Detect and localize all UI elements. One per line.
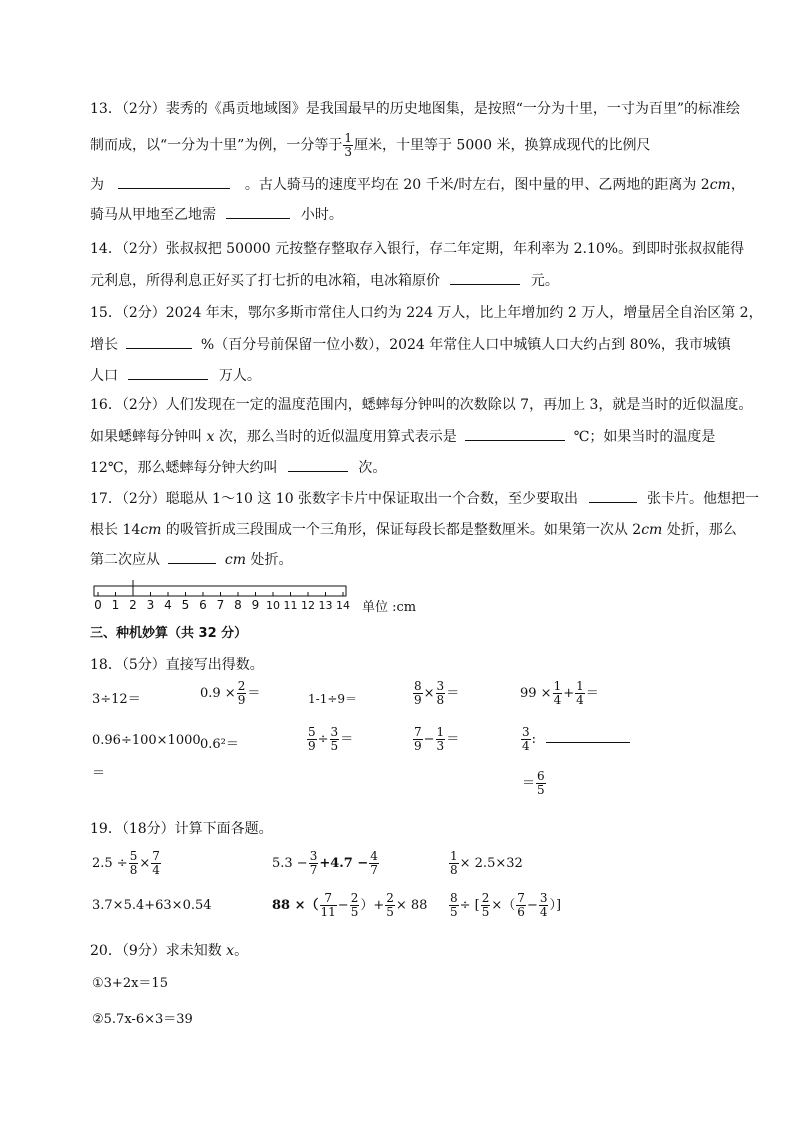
answer-blank[interactable] — [546, 728, 630, 743]
q16-line3: 12℃，那么蟋蟀每分钟大约叫 次。 — [90, 457, 386, 477]
fraction: $\frac{1}{3}$ — [344, 131, 352, 159]
answer-blank[interactable] — [226, 204, 290, 219]
answer-blank[interactable] — [450, 270, 520, 285]
ruler-tick-label: 2 — [129, 598, 137, 612]
q20-title: 20．（9分）求未知数 x。 — [90, 943, 249, 959]
answer-blank[interactable] — [589, 488, 637, 503]
ruler-tick-label: 1 — [111, 598, 120, 612]
q15-line3: 人口 万人。 — [90, 365, 261, 385]
q14-line1: 14．（2分）张叔叔把 50000 元按整存整取存入银行，存二年定期，年利率为 2.10%。到即时张叔叔能得 — [90, 241, 745, 257]
q13-line3: 为 。古人骑马的速度平均在 20 千米/时左右，图中量的甲、乙两地的距离为 2cm， — [90, 174, 745, 194]
answer-blank[interactable] — [168, 549, 216, 564]
q18-r2c3: $\frac{5}{9}$ ÷ $\frac{3}{5}$ ＝ — [308, 725, 354, 753]
q17-line3: 第二次应从 cm 处折。 — [90, 549, 292, 569]
ruler-tick-label: 8 — [234, 598, 242, 612]
answer-blank[interactable] — [465, 426, 565, 441]
answer-blank[interactable] — [288, 457, 348, 472]
ruler-tick-label: 7 — [216, 598, 225, 612]
ruler-tick-label: 11 — [283, 599, 298, 612]
q18-r2c1-eq: ＝ — [92, 766, 106, 781]
q19-e1: 2.5 ÷ $\frac{5}{8}$ × $\frac{7}{4}$ — [92, 849, 160, 877]
q13-line4: 骑马从甲地至乙地需 小时。 — [90, 204, 343, 224]
q18-r1c4: $\frac{8}{9}$ × $\frac{3}{8}$ ＝ — [414, 679, 460, 707]
q19-e5: 88 ×（ $\frac{7}{11}$ − $\frac{2}{5}$ ）+ $\frac{2}{5}$ × 88 — [272, 891, 428, 919]
ruler-tick-label: 6 — [199, 598, 207, 612]
q18-r2c5: $\frac{3}{4}$ : — [520, 726, 630, 753]
ruler-tick-label: 13 — [318, 599, 333, 612]
ruler-tick-label: 12 — [301, 599, 315, 612]
q13-line1: 13．（2分）裴秀的《禹贡地域图》是我国最早的历史地图集，是按照“一分为十里，一寸为百里”的标准绘 — [90, 101, 741, 117]
ruler-tick-label: 4 — [164, 598, 172, 612]
q16-line1: 16．（2分）人们发现在一定的温度范围内，蟋蟀每分钟叫的次数除以 7，再加上 3，就是当时的近似温度。 — [90, 397, 753, 413]
q20-item1: ①3+2x＝15 — [92, 976, 168, 991]
q19-e6: $\frac{8}{5}$ ÷ [ $\frac{2}{5}$ ×（ $\frac{7}{6}$ − $\frac{3}{4}$ ）] — [450, 891, 562, 919]
q18-r2c5-answer: ＝ $\frac{6}{5}$ — [522, 769, 545, 797]
q17-line2: 根长 14cm 的吸管折成三段围成一个三角形，保证每段长都是整数厘米。如果第一次从 2cm 处折，那么 — [90, 522, 737, 538]
q15-line2: 增长 %（百分号前保留一位小数），2024 年常住人口中城镇人口大约占到 80%，我市城镇 — [90, 334, 731, 354]
q19-e3: $\frac{1}{8}$ × 2.5×32 — [450, 849, 523, 877]
q18-r1c5: 99 × $\frac{1}{4}$ + $\frac{1}{4}$ ＝ — [520, 679, 599, 707]
q20-item2: ②5.7x-6×3＝39 — [92, 1012, 193, 1027]
ruler-tick-label: 14 — [336, 599, 350, 612]
q19-title: 19．（18分）计算下面各题。 — [90, 821, 273, 837]
ruler-tick-label: 3 — [146, 598, 155, 612]
q19-e4: 3.7×5.4+63×0.54 — [92, 898, 212, 913]
section-title: 三、种机妙算（共 32 分） — [90, 626, 248, 641]
q14-line2: 元利息，所得利息正好买了打七折的电冰箱，电冰箱原价 元。 — [90, 270, 559, 290]
q17-line1: 17．（2分）聪聪从 1～10 这 10 张数字卡片中保证取出一个合数，至少要取出 张卡片。他想把一 — [90, 488, 759, 508]
answer-blank[interactable] — [118, 174, 230, 189]
ruler-tick-label: 5 — [181, 598, 190, 612]
ruler-unit-label: 单位 :cm — [362, 600, 417, 615]
ruler-tick-label: 0 — [94, 598, 102, 612]
answer-blank[interactable] — [126, 334, 192, 349]
answer-blank[interactable] — [128, 365, 208, 380]
q19-e2: 5.3 − $\frac{3}{7}$ +4.7 − $\frac{4}{7}$ — [272, 849, 378, 877]
q18-r2c2: 0.6²＝ — [200, 737, 239, 752]
q18-title: 18．（5分）直接写出得数。 — [90, 657, 264, 673]
q18-r1c2: 0.9 × $\frac{2}{9}$ ＝ — [200, 679, 261, 707]
q15-line1: 15．（2分）2024 年末，鄂尔多斯市常住人口约为 224 万人，比上年增加约 2 万人，增量居全自治区第 2， — [90, 305, 763, 321]
q18-r2c1: 0.96÷100×1000 — [92, 733, 201, 748]
q18-r1c3: 1-1÷9＝ — [308, 692, 358, 706]
ruler-tick-label: 9 — [251, 598, 260, 612]
q18-r2c4: $\frac{7}{9}$ − $\frac{1}{3}$ ＝ — [414, 725, 460, 753]
q13-line2: 制而成，以“一分为十里”为例，一分等于 $\frac{1}{3}$ 厘米，十里等于 5000 米，换算成现代的比例尺 — [90, 131, 651, 159]
q16-line2: 如果蟋蟀每分钟叫 x 次，那么当时的近似温度用算式表示是 ℃；如果当时的温度是 — [90, 426, 715, 446]
ruler-tick-label: 10 — [266, 599, 280, 612]
q18-r1c1: 3÷12＝ — [92, 692, 141, 707]
